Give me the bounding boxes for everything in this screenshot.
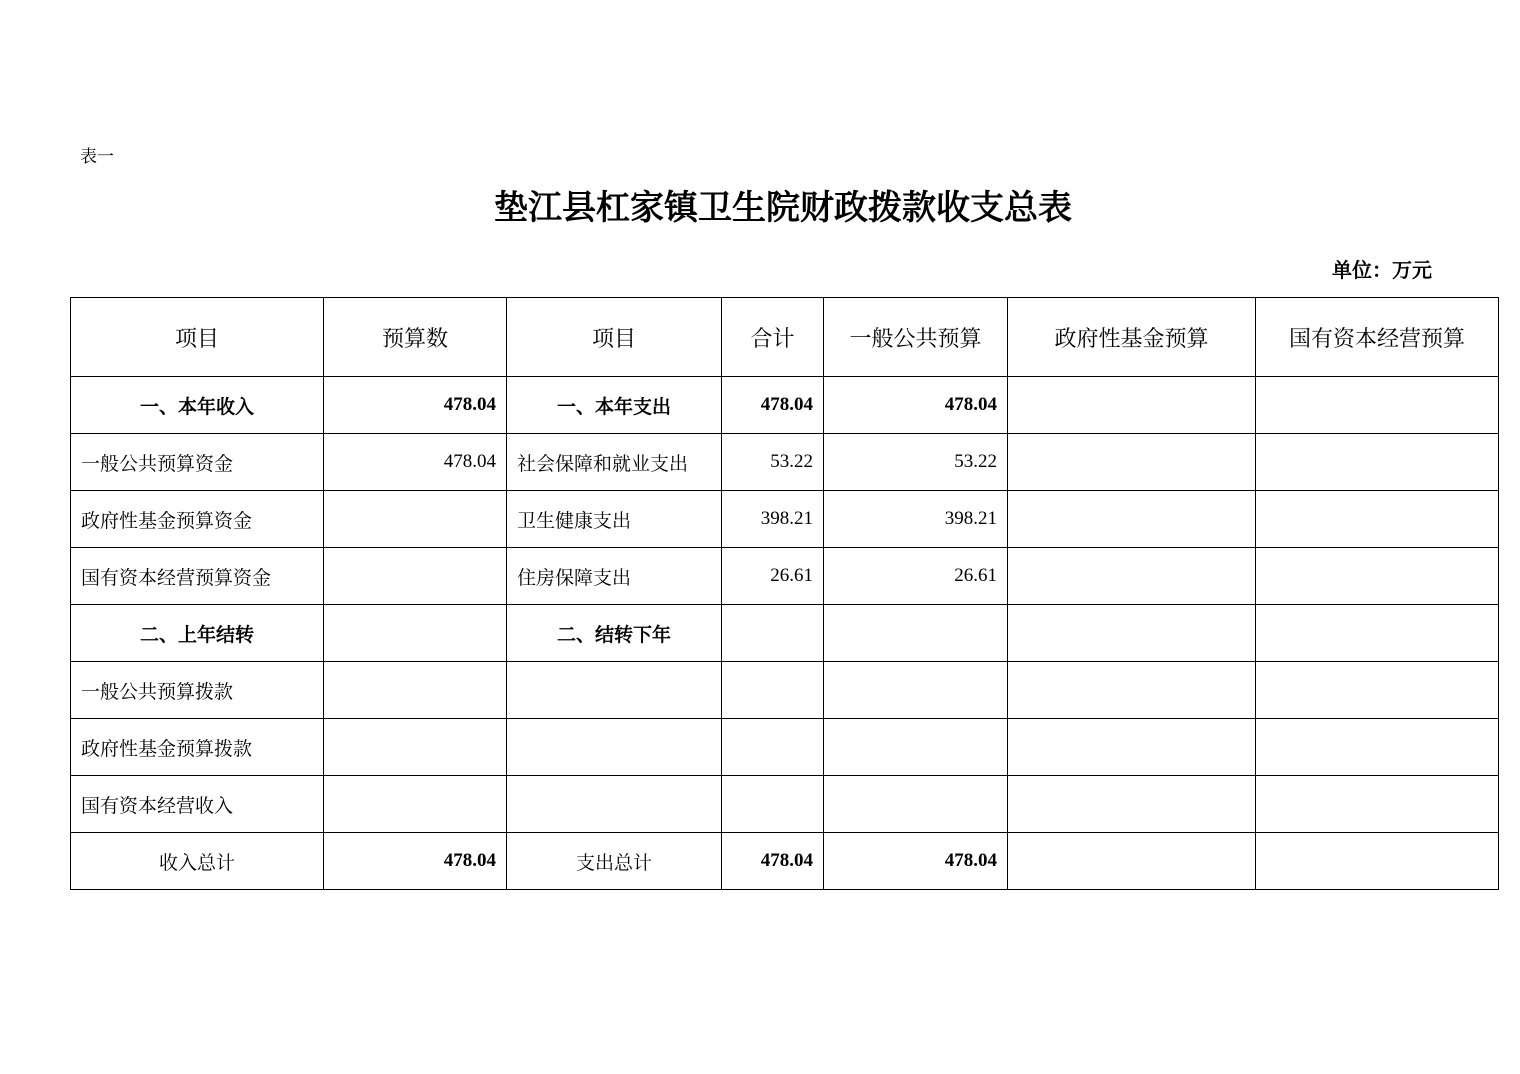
table-row [71,434,1499,491]
expense-total: 478.04 [722,377,824,434]
table-row [71,719,1499,776]
expense-gov-fund [1008,662,1256,719]
income-item: 一般公共预算资金 [71,434,324,491]
expense-item: 一、本年支出 [507,377,722,434]
expense-gov-fund [1008,548,1256,605]
header-total: 合计 [722,298,824,377]
expense-state-capital [1256,833,1499,890]
expense-general: 478.04 [824,377,1008,434]
expense-total: 53.22 [722,434,824,491]
income-item: 国有资本经营收入 [71,776,324,833]
expense-item: 卫生健康支出 [507,491,722,548]
income-item: 政府性基金预算资金 [71,491,324,548]
expense-state-capital [1256,377,1499,434]
expense-gov-fund [1008,776,1256,833]
page-title: 垫江县杠家镇卫生院财政拨款收支总表 [494,188,1072,228]
table-row [71,491,1499,548]
income-item: 一般公共预算拨款 [71,662,324,719]
expense-gov-fund [1008,491,1256,548]
expense-total: 26.61 [722,548,824,605]
header-income-item: 项目 [71,298,324,377]
income-amount [324,719,507,776]
income-item: 一、本年收入 [71,377,324,434]
header-general-budget: 一般公共预算 [824,298,1008,377]
income-amount [324,776,507,833]
expense-state-capital [1256,776,1499,833]
income-amount [324,662,507,719]
expense-state-capital [1256,719,1499,776]
expense-gov-fund [1008,377,1256,434]
expense-total [722,605,824,662]
header-state-capital-budget: 国有资本经营预算 [1256,298,1499,377]
expense-item [507,662,722,719]
expense-item [507,776,722,833]
expense-gov-fund [1008,605,1256,662]
expense-state-capital [1256,548,1499,605]
income-total-label: 收入总计 [71,833,324,890]
expense-general [824,605,1008,662]
totals-row [71,833,1499,890]
expense-item [507,719,722,776]
expense-total-label: 支出总计 [507,833,722,890]
expense-general: 26.61 [824,548,1008,605]
table-label: 表一 [80,147,114,167]
expense-general [824,719,1008,776]
expense-gov-fund [1008,833,1256,890]
expense-general [824,662,1008,719]
table-row [71,776,1499,833]
table-row [71,548,1499,605]
expense-general: 478.04 [824,833,1008,890]
expense-state-capital [1256,662,1499,719]
expense-item: 住房保障支出 [507,548,722,605]
income-amount [324,491,507,548]
income-amount [324,548,507,605]
header-row [71,298,1499,377]
table-row [71,605,1499,662]
income-item: 政府性基金预算拨款 [71,719,324,776]
expense-general: 398.21 [824,491,1008,548]
expense-general: 53.22 [824,434,1008,491]
expense-total: 478.04 [722,833,824,890]
income-item: 二、上年结转 [71,605,324,662]
expense-gov-fund [1008,434,1256,491]
income-total-amount: 478.04 [324,833,507,890]
table-row [71,662,1499,719]
budget-table [70,297,1499,890]
income-amount: 478.04 [324,377,507,434]
expense-total [722,776,824,833]
unit-label: 单位：万元 [1332,258,1432,282]
expense-gov-fund [1008,719,1256,776]
header-budget-amount: 预算数 [324,298,507,377]
income-amount [324,605,507,662]
header-expense-item: 项目 [507,298,722,377]
income-amount: 478.04 [324,434,507,491]
expense-total: 398.21 [722,491,824,548]
expense-total [722,662,824,719]
expense-state-capital [1256,605,1499,662]
expense-item: 二、结转下年 [507,605,722,662]
header-gov-fund-budget: 政府性基金预算 [1008,298,1256,377]
expense-item: 社会保障和就业支出 [507,434,722,491]
income-item: 国有资本经营预算资金 [71,548,324,605]
expense-state-capital [1256,491,1499,548]
expense-state-capital [1256,434,1499,491]
expense-general [824,776,1008,833]
table-row [71,377,1499,434]
expense-total [722,719,824,776]
